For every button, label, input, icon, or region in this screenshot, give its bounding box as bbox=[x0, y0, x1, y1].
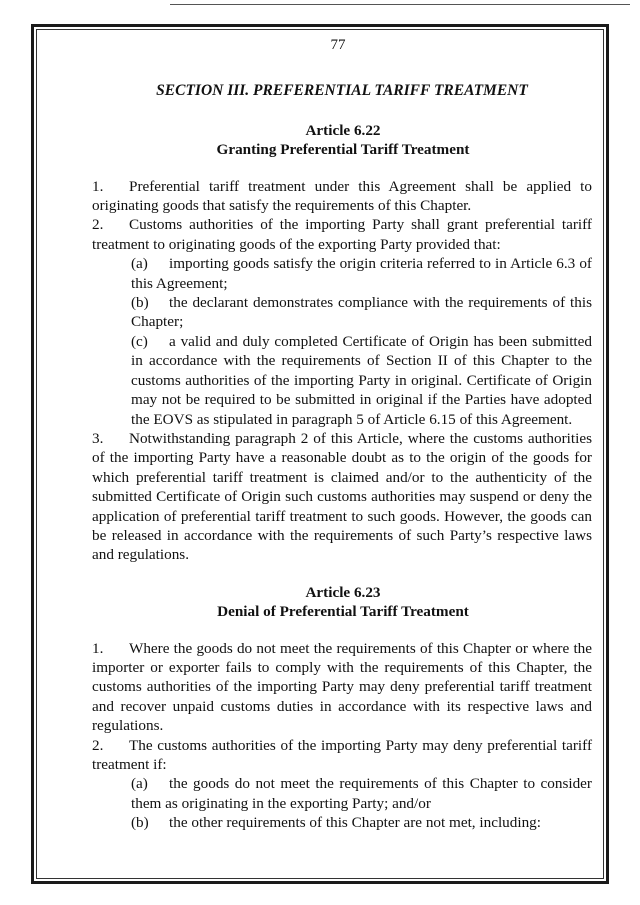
article-number: Article 6.23 bbox=[305, 583, 381, 601]
paragraph-number: 1. bbox=[92, 639, 104, 657]
section-title: SECTION III. PREFERENTIAL TARIFF TREATMENT bbox=[156, 82, 528, 100]
sub-paragraph bbox=[131, 774, 592, 813]
sub-paragraph-text: the goods do not meet the requirements of this Chapter to consider them as originating in the exporting Party; and/or bbox=[131, 775, 592, 812]
spacer bbox=[92, 565, 592, 583]
paragraph-number: 3. bbox=[92, 429, 104, 447]
paragraph-number: 1. bbox=[92, 177, 104, 195]
sub-paragraph-text: the other requirements of this Chapter are not met, including: bbox=[169, 814, 541, 832]
paragraph-number: 2. bbox=[92, 216, 104, 234]
sub-paragraph-text: a valid and duly completed Certificate of Origin has been submitted in accordance with the requirements of Section II of this Chapter to the customs authorities of the importing Party in original. Certificate of Origin may not be required to be submitted in original if the Parties have adopted the EOVS as stipulated in paragraph 5 of Article 6.15 of this Agreement. bbox=[131, 332, 592, 428]
page-number: 77 bbox=[330, 37, 346, 53]
sub-paragraph-text: importing goods satisfy the origin criteria referred to in Article 6.3 of this Agreement; bbox=[131, 255, 592, 292]
paragraph bbox=[92, 639, 592, 736]
sub-paragraph-text: the declarant demonstrates compliance with the requirements of this Chapter; bbox=[131, 294, 592, 331]
paragraph bbox=[92, 736, 592, 775]
document-page bbox=[92, 36, 592, 833]
sub-paragraph-label: (a) bbox=[131, 775, 148, 793]
article-title: Granting Preferential Tariff Treatment bbox=[216, 141, 470, 159]
paragraph bbox=[92, 215, 592, 254]
paragraph bbox=[92, 177, 592, 216]
sub-paragraph bbox=[131, 813, 592, 832]
paragraph-text: Where the goods do not meet the requirements of this Chapter or where the importer or exporter fails to comply with the requirements of this Chapter, the customs authorities of the importing Party may deny preferential tariff treatment and recover unpaid customs duties in accordance with its respective laws and regulations. bbox=[92, 639, 592, 735]
paragraph-number: 2. bbox=[92, 736, 104, 754]
sub-paragraph-label: (a) bbox=[131, 255, 148, 273]
paragraph-text: The customs authorities of the importing Party may deny preferential tariff treatment if: bbox=[92, 736, 592, 773]
sub-paragraph bbox=[131, 332, 592, 429]
top-border-line bbox=[170, 4, 630, 5]
paragraph-text: Customs authorities of the importing Party shall grant preferential tariff treatment to originating goods of the exporting Party provided that: bbox=[92, 216, 592, 253]
sub-paragraph bbox=[131, 254, 592, 293]
paragraph bbox=[92, 429, 592, 565]
sub-paragraph-label: (b) bbox=[131, 294, 149, 312]
sub-paragraph-label: (c) bbox=[131, 332, 148, 350]
sub-paragraph bbox=[131, 293, 592, 332]
sub-paragraph-label: (b) bbox=[131, 814, 149, 832]
article-number: Article 6.22 bbox=[305, 121, 381, 139]
article-title: Denial of Preferential Tariff Treatment bbox=[217, 603, 469, 621]
paragraph-text: Notwithstanding paragraph 2 of this Article, where the customs authorities of the importing Party have a reasonable doubt as to the origin of the goods for which preferential tariff treatment is claimed and/or to the authenticity of the submitted Certificate of Origin such customs authorities may suspend or deny the application of preferential tariff treatment to such goods. However, the goods can be released in accordance with the requirements of such Party’s respective laws and regulations. bbox=[92, 429, 592, 564]
paragraph-text: Preferential tariff treatment under this Agreement shall be applied to originating goods that satisfy the requirements of this Chapter. bbox=[92, 177, 592, 215]
